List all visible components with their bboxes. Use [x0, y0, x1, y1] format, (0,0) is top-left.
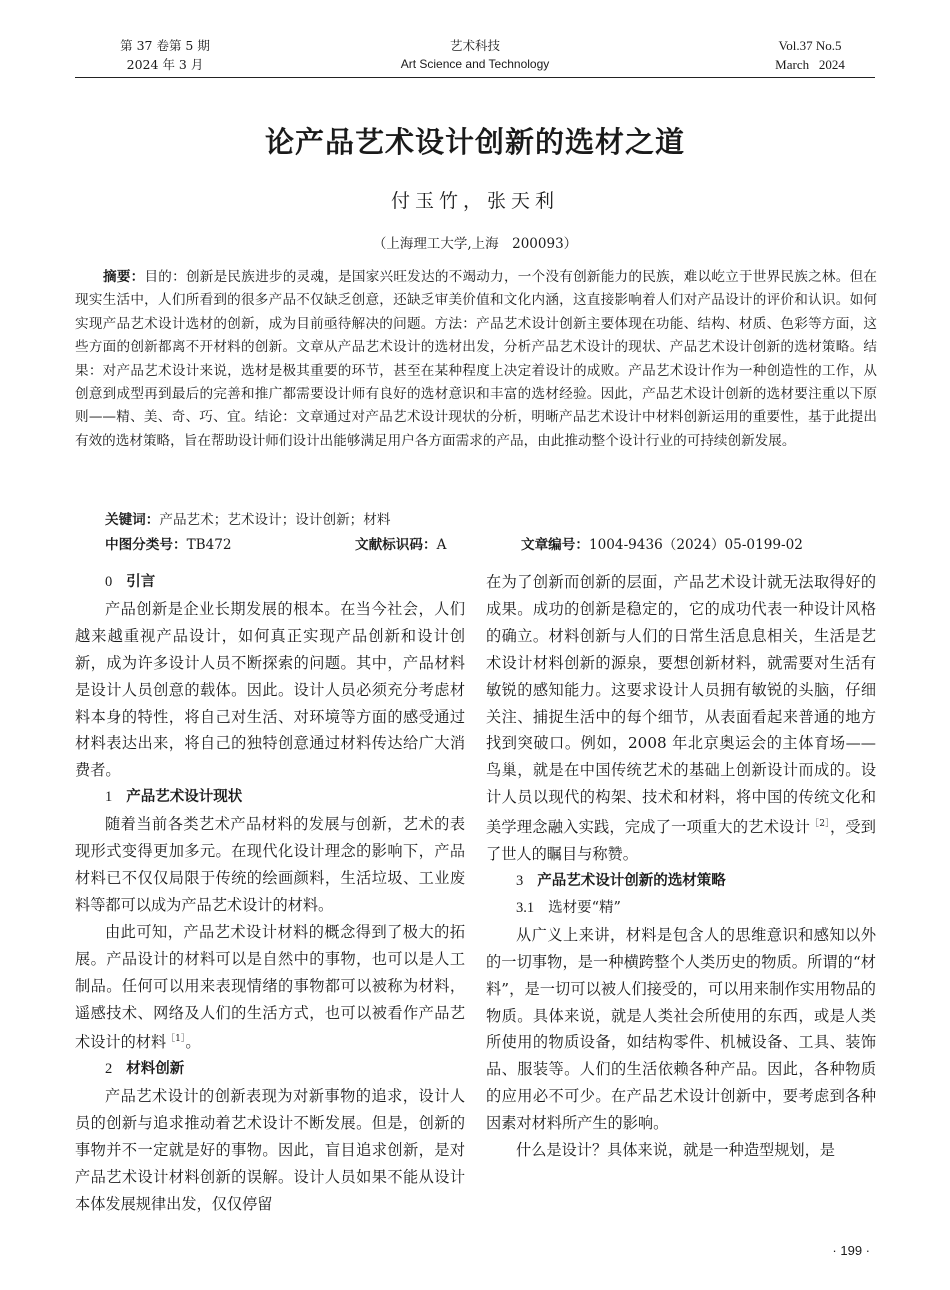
paragraph-continued: [486, 569, 876, 868]
subsection-number: 3.1: [516, 899, 535, 916]
volume-issue: 第 37 卷第 5 期: [120, 38, 210, 53]
section-number: 1: [105, 789, 113, 806]
citation: ［1］: [166, 1034, 186, 1045]
article-authors: 付玉竹，张天利: [390, 190, 559, 212]
paragraph-end: 。: [185, 1033, 201, 1052]
clc-code: [105, 533, 232, 553]
abstract-text: 目的：创新是民族进步的灵魂，是国家兴旺发达的不竭动力，一个没有创新能力的民族，难以屹立于世界民族之林。但在现实生活中，人们所看到的很多产品不仅缺乏创意，还缺乏审美价值和文化内涵，这直接影响着人们对产品设计的评价和认识。如何实现产品艺术设计选材的创新，成为目前亟待解决的问题。方法：产品艺术设计创新主要体现在功能、结构、材质、色彩等方面，这些方面的创新都离不开材料的创新。文章从产品艺术设计的选材出发，分析产品艺术设计的现状、产品艺术设计创新的选材策略。结果：对产品艺术设计来说，选材是极其重要的环节，甚至在某种程度上决定着设计的成败。产品艺术设计作为一种创造性的工作，从创意到成型再到最后的完善和推广都需要设计师有良好的选材意识和丰富的选材经验。因此，产品艺术设计创新的选材要注重以下原则——精、美、奇、巧、宜。结论：文章通过对产品艺术设计现状的分析，明晰产品艺术设计中材料创新运用的重要性，基于此提出有效的选材策略，旨在帮助设计师们设计出能够满足用户各方面需求的产品，由此推动整个设计行业的可持续创新发展。: [75, 269, 878, 449]
section-title: 产品艺术设计现状: [126, 789, 243, 806]
journal-issue-en: [760, 36, 860, 74]
paragraph: [75, 919, 465, 1057]
journal-name-en: Art Science and Technology: [400, 57, 550, 71]
issue-date: 2024 年 3 月: [126, 57, 204, 72]
keywords-text: 产品艺术；艺术设计；设计创新；材料: [159, 512, 391, 528]
body-column-right: [486, 569, 876, 1164]
section-title: 产品艺术设计创新的选材策略: [537, 873, 726, 890]
doc-value: A: [436, 537, 447, 553]
article-number: [521, 533, 803, 553]
author-affiliation: （上海理工大学,上海 200093）: [372, 236, 578, 252]
body-column-left: [75, 569, 465, 1218]
abstract: [75, 266, 877, 453]
article-title: 论产品艺术设计创新的选材之道: [264, 125, 685, 159]
doc-label: 文献标识码：: [355, 537, 437, 553]
section-title: 材料创新: [126, 1061, 185, 1078]
paragraph: 什么是设计？具体来说，就是一种造型规划，是: [516, 1141, 835, 1160]
volume-issue-en: Vol.37 No.5: [778, 38, 842, 53]
section-number: 3: [516, 873, 524, 890]
keywords: [105, 508, 390, 528]
subsection-title: 选材要“精”: [548, 899, 621, 916]
paragraph-text: 在为了创新而创新的层面，产品艺术设计就无法取得好的成果。成功的创新是稳定的，它的成功代表一种设计风格的确立。材料创新与人们的日常生活息息相关，生活是艺术设计材料创新的源泉，要想创新材料，就需要对生活有敏锐的感知能力。这要求设计人员拥有敏锐的头脑，仔细关注、捕捉生活中的每个细节，从表面看起来普通的地方找到突破口。例如，2008 年北京奥运会的主体育场——鸟巢，就是在中国传统艺术的基础上创新设计而成的。设计人员以现代的构架、技术和材料，将中国的传统文化和美学理念融入实践，完成了一项重大的艺术设计: [486, 573, 876, 837]
clc-value: TB472: [186, 537, 232, 553]
keywords-label: 关键词：: [105, 512, 160, 528]
clc-label: 中图分类号：: [105, 537, 187, 553]
section-number: 0: [105, 574, 113, 590]
citation: ［2］: [810, 819, 830, 830]
abstract-label: 摘要：: [103, 269, 145, 285]
section-heading: [75, 569, 465, 596]
journal-issue-cn: [100, 36, 230, 74]
journal-name: [375, 36, 575, 74]
paragraph: 随着当前各类艺术产品材料的发展与创新，艺术的表现形式变得更加多元。在现代化设计理念的影响下，产品材料已不仅仅局限于传统的绘画颜料，生活垃圾、工业废料等都可以成为产品艺术设计的材料。: [75, 815, 465, 914]
article-value: 1004-9436（2024）05-0199-02: [588, 537, 803, 553]
journal-name-cn: 艺术科技: [449, 38, 500, 53]
page-number: · 199 ·: [832, 1243, 870, 1258]
paragraph: 从广义上来讲，材料是包含人的思维意识和感知以外的一切事物，是一种横跨整个人类历史的物质。所谓的“材料”，是一切可以被人们接受的，可以用来制作实用物品的物质。具体来说，就是人类社会所使用的东西，或是人类所使用的物质设备，如结构零件、机械设备、工具、装饰品、服装等。人们的生活依赖各种产品。因此，各种物质的应用必不可少。在产品艺术设计创新中，要考虑到各种因素对材料所产生的影响。: [486, 925, 876, 1133]
header-rule: [75, 77, 875, 78]
section-number: 2: [105, 1061, 113, 1078]
section-heading: [486, 868, 876, 895]
paragraph: 产品艺术设计的创新表现为对新事物的追求，设计人员的创新与追求推动着艺术设计不断发展。但是，创新的事物并不一定就是好的事物。因此，盲目追求创新，是对产品艺术设计材料创新的误解。设计人员如果不能从设计本体发展规律出发，仅仅停留: [75, 1087, 465, 1213]
paragraph: 产品创新是企业长期发展的根本。在当今社会，人们越来越重视产品设计，如何真正实现产品创新和设计创新，成为许多设计人员不断探索的问题。其中，产品材料是设计人员创意的载体。因此。设计人员必须充分考虑材料本身的特性，将自己对生活、对环境等方面的感受通过材料表达出来，将自己的独特创意通过材料传达给广大消费者。: [75, 599, 465, 780]
paragraph-text: 由此可知，产品艺术设计材料的概念得到了极大的拓展。产品设计的材料可以是自然中的事物，也可以是人工制品。任何可以用来表现情绪的事物都可以被称为材料，遥感技术、网络及人们的生活方式，也可以被看作产品艺术设计的材料: [75, 922, 465, 1052]
section-heading: [75, 1056, 465, 1083]
section-heading: [75, 784, 465, 811]
document-code: [355, 533, 446, 553]
issue-date-en: March 2024: [775, 57, 845, 72]
section-title: 引言: [126, 574, 156, 590]
subsection-heading: [486, 895, 876, 922]
paragraph-end: ，受到了世人的瞩目与称赞。: [486, 818, 876, 864]
article-label: 文章编号：: [521, 537, 589, 553]
